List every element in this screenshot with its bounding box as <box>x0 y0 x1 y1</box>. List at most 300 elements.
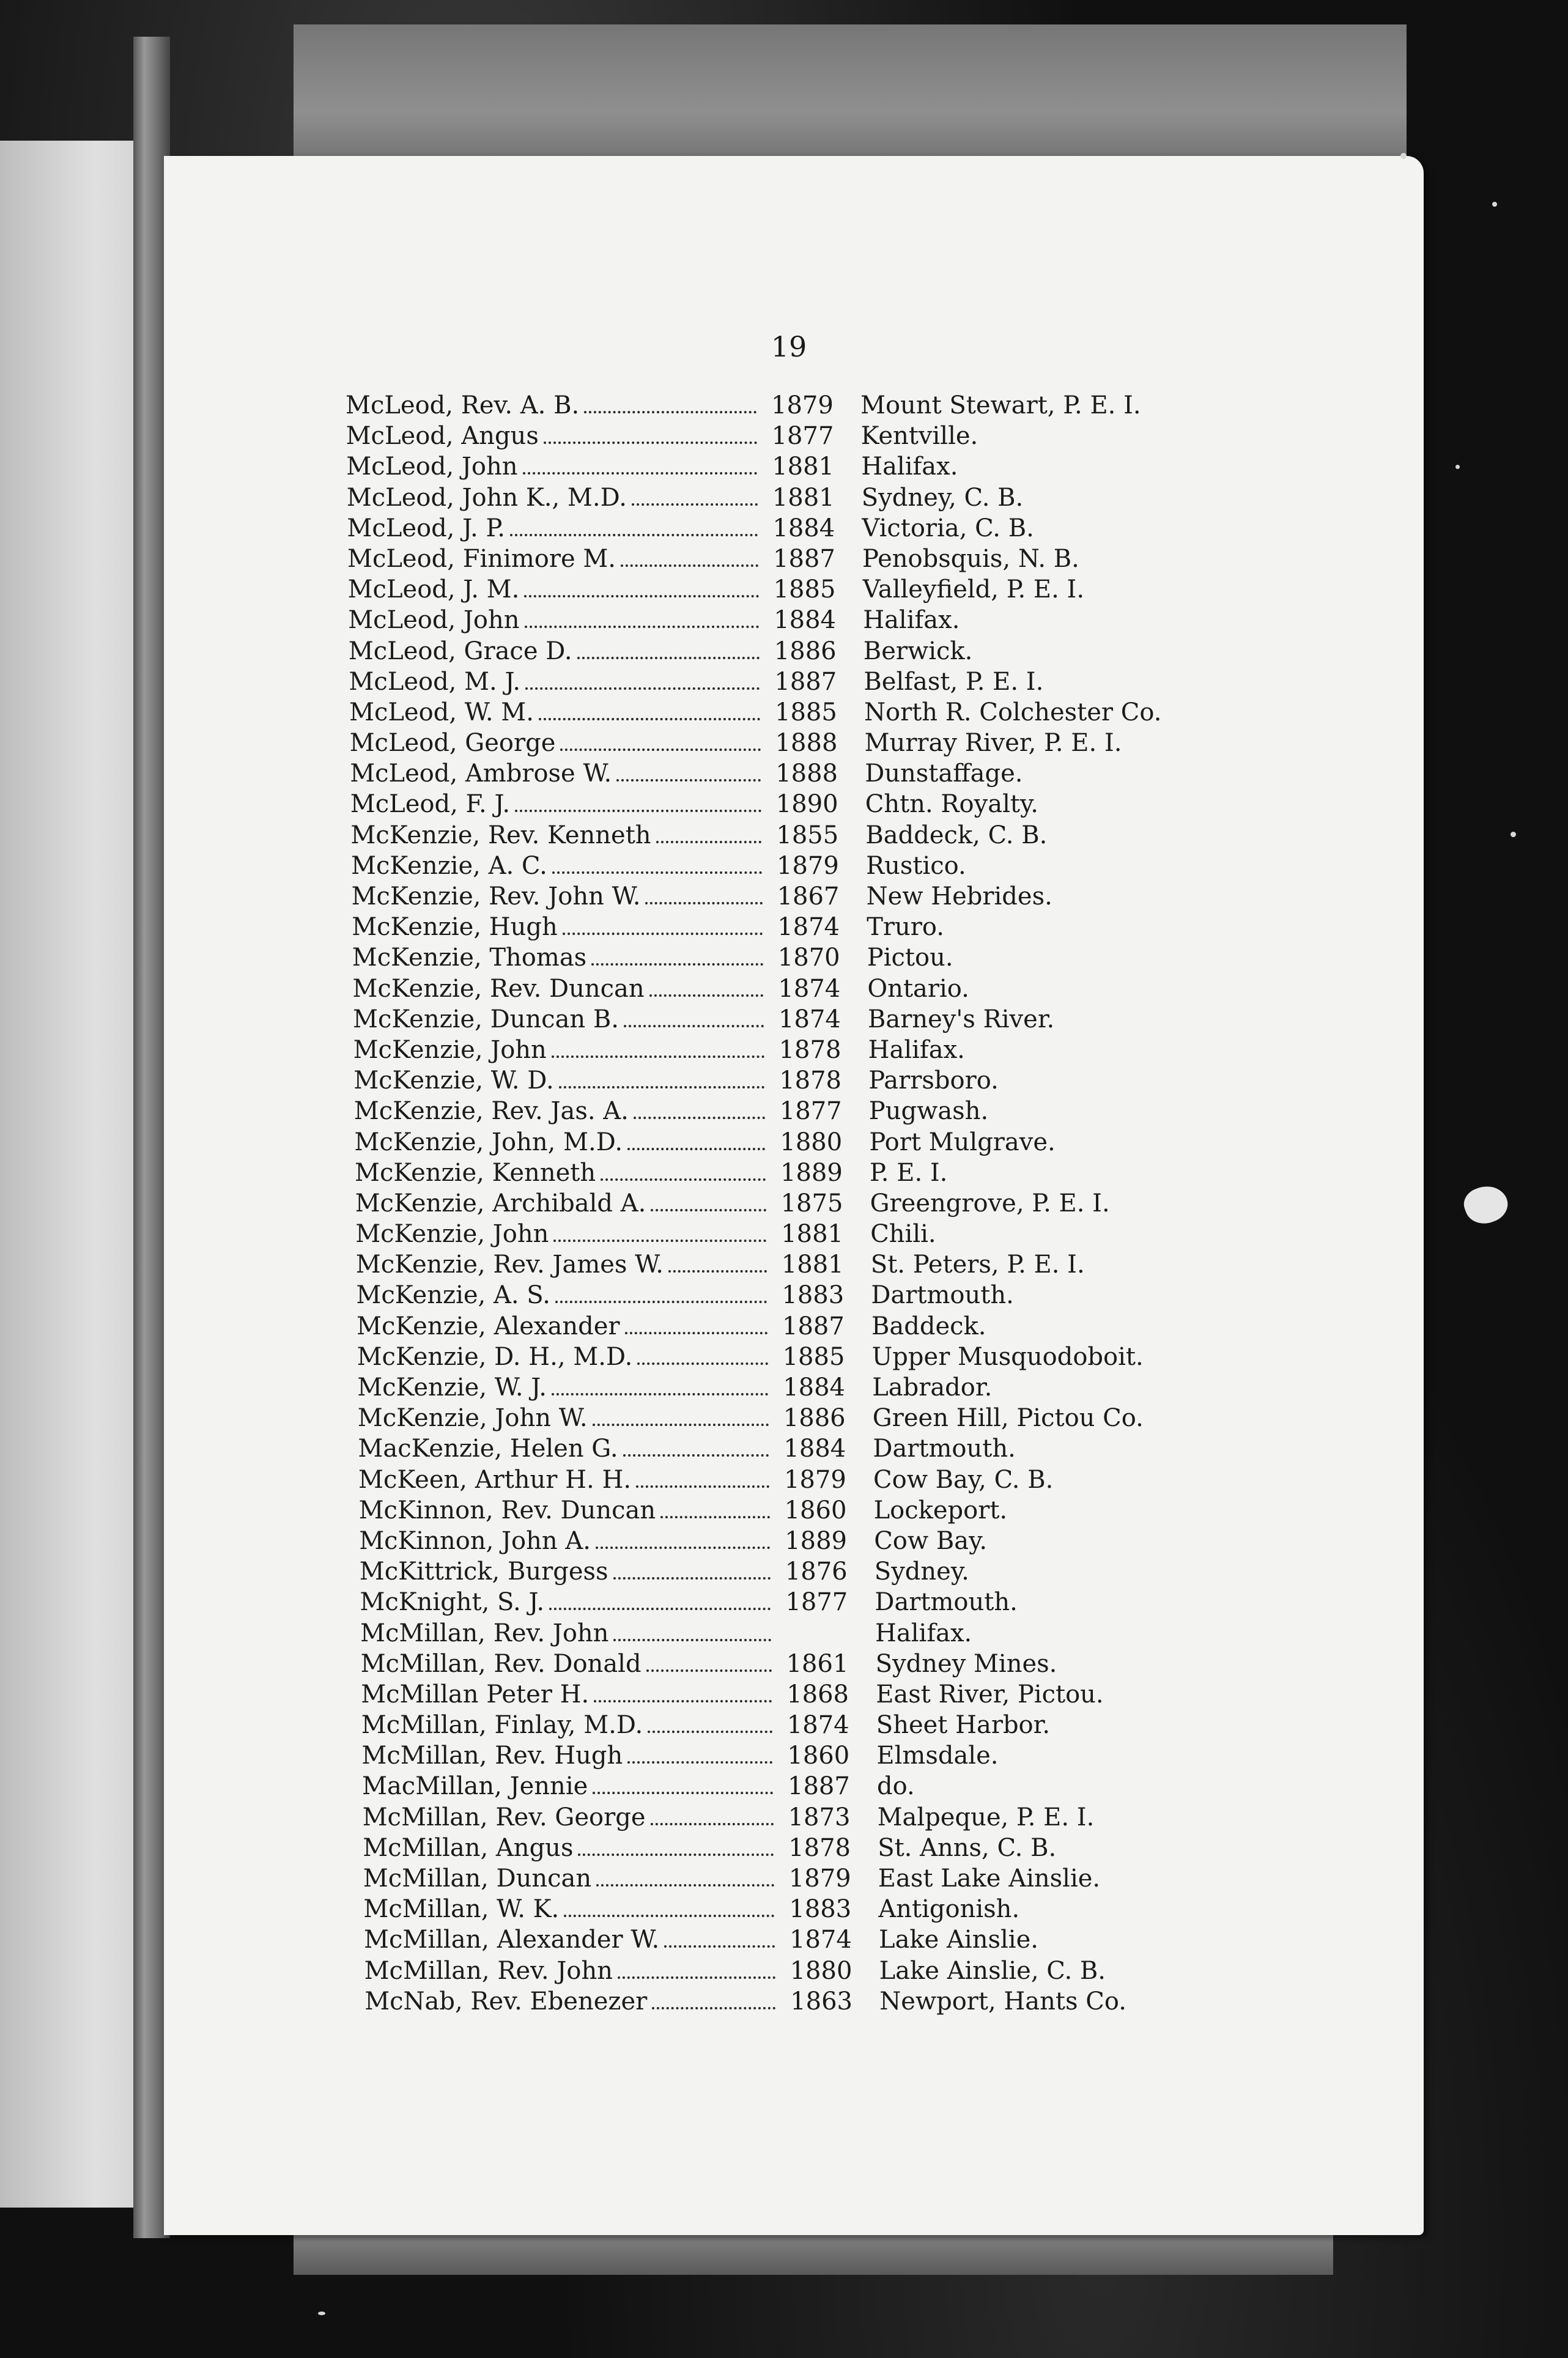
entry-name: McKenzie, A. C. <box>351 851 547 880</box>
dot-leader <box>525 687 760 690</box>
entry-name-cell <box>356 1280 778 1310</box>
entry-place: Halifax. <box>861 453 958 481</box>
entry-name: McKenzie, W. D. <box>353 1066 554 1095</box>
entry-name: McLeod, Finimore M. <box>347 544 616 573</box>
entry-name-cell <box>353 1065 775 1096</box>
list-item <box>346 1649 1226 1679</box>
list-item <box>346 1833 1226 1863</box>
dot-leader <box>524 595 758 597</box>
entry-place: Halifax. <box>875 1619 972 1647</box>
entry-name: McKenzie, John W. <box>357 1404 588 1433</box>
dust-speck <box>1455 465 1460 469</box>
list-item <box>346 1158 1226 1188</box>
entry-year: 1878 <box>778 1035 841 1064</box>
entry-year: 1876 <box>785 1558 848 1586</box>
entry-name: MacKenzie, Helen G. <box>358 1435 618 1463</box>
list-item <box>346 1433 1226 1464</box>
entry-place: Lake Ainslie, C. B. <box>879 1956 1106 1985</box>
entry-place: Elmsdale. <box>876 1742 999 1770</box>
list-item <box>346 1802 1226 1833</box>
entry-name: McKenzie, Archibald A. <box>355 1189 646 1218</box>
entry-name: McKenzie, Thomas <box>352 944 587 972</box>
entry-place: Pictou. <box>867 944 953 972</box>
entry-year: 1890 <box>775 790 838 819</box>
entry-place: St. Anns, C. B. <box>878 1833 1057 1862</box>
entry-name: McLeod, J. P. <box>347 514 505 542</box>
entry-name: McKenzie, John <box>355 1220 549 1249</box>
entry-name: McKenzie, Alexander <box>357 1312 620 1340</box>
entry-name-cell <box>347 513 769 544</box>
dot-leader <box>651 1823 774 1825</box>
entry-name-cell <box>358 1465 780 1495</box>
entry-place: Baddeck. <box>871 1312 986 1340</box>
entry-year: 1873 <box>788 1803 851 1831</box>
list-item <box>346 1127 1226 1158</box>
entry-year: 1870 <box>777 944 840 972</box>
entry-name-cell <box>349 667 771 697</box>
entry-place: Penobsquis, N. B. <box>862 544 1079 573</box>
entry-year: 1888 <box>775 729 838 758</box>
entry-name: McKenzie, John, M.D. <box>354 1128 623 1156</box>
entry-year: 1884 <box>783 1435 846 1463</box>
entry-name: McNab, Rev. Ebenezer <box>364 1987 648 2016</box>
entry-place: Chtn. Royalty. <box>865 790 1038 819</box>
dot-leader <box>525 626 760 628</box>
entry-name: McLeod, M. J. <box>349 667 521 696</box>
entry-place: Ontario. <box>867 974 969 1003</box>
entry-place: do. <box>877 1772 915 1801</box>
entry-name-cell <box>359 1495 781 1526</box>
entry-name-cell <box>364 1986 786 2017</box>
entry-place: Rustico. <box>866 851 966 880</box>
list-item <box>346 1956 1226 1986</box>
list-item <box>346 1986 1226 2017</box>
list-item <box>346 1863 1226 1894</box>
entry-name: McMillan, Rev. George <box>362 1803 646 1831</box>
dot-leader <box>625 1332 768 1334</box>
entry-place: P. E. I. <box>870 1158 948 1187</box>
entry-year: 1879 <box>777 851 839 880</box>
entry-place: Lake Ainslie. <box>879 1926 1038 1954</box>
entry-name-cell <box>353 1004 775 1035</box>
list-item <box>346 881 1226 912</box>
entry-year: 1879 <box>771 391 834 419</box>
entry-name: McKenzie, W. J. <box>357 1373 547 1402</box>
entry-name-cell <box>348 605 770 635</box>
entry-name-cell <box>352 974 774 1004</box>
entry-name: McKenzie, Rev. Jas. A. <box>353 1097 629 1126</box>
entry-year: 1874 <box>786 1711 849 1740</box>
entry-place: Murray River, P. E. I. <box>864 729 1122 758</box>
entry-place: Barney's River. <box>868 1005 1055 1033</box>
entry-place: East Lake Ainslie. <box>878 1865 1101 1893</box>
entry-year: 1877 <box>779 1097 842 1126</box>
dot-leader <box>648 1731 772 1733</box>
dot-leader <box>627 1148 765 1150</box>
entry-place: Labrador. <box>872 1373 993 1402</box>
entry-year: 1889 <box>780 1158 843 1187</box>
dot-leader <box>578 1854 774 1856</box>
entry-place: Kentville. <box>860 422 978 451</box>
list-item <box>346 1219 1226 1249</box>
entry-year: 1874 <box>790 1926 852 1954</box>
entry-name: McMillan, Angus <box>363 1833 574 1862</box>
entry-name-cell <box>348 574 770 605</box>
entry-place: Antigonish. <box>878 1895 1020 1924</box>
entry-year: 1878 <box>779 1066 841 1095</box>
entry-year: 1887 <box>773 544 835 573</box>
dot-leader <box>596 1547 770 1549</box>
entry-name: McKenzie, A. S. <box>356 1281 550 1310</box>
entry-name-cell <box>361 1649 783 1679</box>
dot-leader <box>651 1209 766 1211</box>
dot-leader <box>549 1608 771 1610</box>
entry-place: Baddeck, C. B. <box>865 821 1048 849</box>
dot-leader <box>616 779 761 782</box>
entry-name-cell <box>346 451 768 482</box>
entry-place: Truro. <box>867 913 944 942</box>
entry-place: Sydney, C. B. <box>861 483 1024 512</box>
entry-name: McMillan, Rev. John <box>360 1619 609 1647</box>
dot-leader <box>555 1301 767 1303</box>
entry-place: Victoria, C. B. <box>862 514 1034 542</box>
entry-name-cell <box>360 1618 782 1649</box>
entry-place: Belfast, P. E. I. <box>864 667 1044 696</box>
entry-name-cell <box>363 1802 785 1833</box>
entry-year: 1887 <box>774 667 837 696</box>
dot-leader <box>596 1884 774 1887</box>
entry-place: Pugwash. <box>868 1097 989 1126</box>
list-item <box>346 1188 1226 1219</box>
entry-name: McLeod, John K., M.D. <box>346 483 627 512</box>
list-item <box>346 1403 1226 1433</box>
dot-leader <box>584 411 756 413</box>
list-item <box>346 820 1226 851</box>
entry-name-cell <box>352 912 774 942</box>
entry-name: McKenzie, John <box>353 1035 547 1064</box>
entry-name-cell <box>352 881 774 912</box>
dot-leader <box>652 2007 775 2009</box>
list-item <box>346 574 1226 605</box>
entry-year: 1877 <box>771 422 834 451</box>
list-item <box>346 1618 1226 1649</box>
entry-name-cell <box>363 1833 785 1863</box>
dust-speck <box>318 2312 325 2315</box>
dot-leader <box>601 1178 766 1181</box>
entry-name: McKenzie, Rev. John W. <box>351 882 641 911</box>
dot-leader <box>613 1577 771 1580</box>
entry-name-cell <box>360 1556 782 1587</box>
entry-name: McMillan, Rev. Hugh <box>361 1742 623 1770</box>
page-number: 19 <box>771 330 807 363</box>
entry-name-cell <box>346 421 768 451</box>
entry-name: McLeod, George <box>349 729 556 758</box>
dot-leader <box>627 1761 772 1764</box>
entry-name-cell <box>359 1526 781 1556</box>
entry-name-cell <box>364 1924 786 1955</box>
entry-name-cell <box>363 1894 785 1924</box>
entry-place: Dartmouth. <box>875 1588 1018 1617</box>
list-item <box>346 1924 1226 1955</box>
list-item <box>346 667 1226 697</box>
entry-place: Dartmouth. <box>871 1281 1014 1310</box>
entry-name-cell <box>355 1219 777 1249</box>
entry-name-cell <box>358 1433 780 1464</box>
entry-year: 1881 <box>772 483 835 512</box>
dot-leader <box>623 1454 769 1457</box>
entry-name: McLeod, Ambrose W. <box>350 760 612 788</box>
dot-leader <box>552 1055 764 1058</box>
entry-name: McKenzie, Rev. James W. <box>355 1251 664 1279</box>
list-item <box>346 1004 1226 1035</box>
dot-leader <box>523 472 758 475</box>
list-item <box>346 1556 1226 1587</box>
list-item <box>346 1035 1226 1065</box>
entry-name: McKenzie, Hugh <box>352 913 558 942</box>
list-item <box>346 1065 1226 1096</box>
entry-name-cell <box>350 789 772 819</box>
entry-name: McKeen, Arthur H. H. <box>358 1465 632 1494</box>
list-item <box>346 513 1226 544</box>
list-item <box>346 1096 1226 1126</box>
dot-leader <box>621 564 758 567</box>
entry-year: 1886 <box>774 637 837 665</box>
entry-name-cell <box>360 1587 782 1617</box>
entry-year: 1861 <box>786 1649 849 1678</box>
entry-place: Dartmouth. <box>873 1435 1016 1463</box>
dot-leader <box>560 748 760 751</box>
entry-name-cell <box>349 697 771 728</box>
dot-leader <box>668 1270 767 1273</box>
entry-name: McLeod, J. M. <box>347 575 520 604</box>
dot-leader <box>564 1915 774 1917</box>
entry-name-cell <box>351 851 773 881</box>
entry-year: 1868 <box>786 1680 849 1709</box>
entry-place: Cow Bay, C. B. <box>873 1465 1054 1494</box>
dot-leader <box>664 1945 775 1948</box>
dot-leader <box>593 1424 769 1426</box>
entry-name: McMillan, Alexander W. <box>364 1926 660 1954</box>
entry-year: 1881 <box>781 1251 844 1279</box>
list-item <box>346 1526 1226 1556</box>
entry-name-cell <box>346 390 767 421</box>
entry-year: 1874 <box>778 974 841 1003</box>
dot-leader <box>594 1700 772 1702</box>
facing-page-edge-top <box>294 24 1407 171</box>
list-item <box>346 1740 1226 1771</box>
entry-name: McMillan, Rev. Donald <box>360 1649 642 1678</box>
dot-leader <box>559 1086 765 1088</box>
entry-name-cell <box>356 1249 778 1280</box>
entry-place: Valleyfield, P. E. I. <box>862 575 1085 604</box>
entry-name-cell <box>357 1342 779 1372</box>
list-item <box>346 1587 1226 1617</box>
dot-leader <box>637 1362 767 1365</box>
list-item <box>346 758 1226 789</box>
entry-place: Chili. <box>870 1220 936 1249</box>
entry-name-cell <box>354 1096 776 1126</box>
dot-leader <box>634 1117 765 1119</box>
list-item <box>346 1280 1226 1310</box>
dot-leader <box>552 871 762 874</box>
entry-place: Newport, Hants Co. <box>879 1987 1126 2016</box>
entry-name: McLeod, F. J. <box>350 790 511 819</box>
entry-name: McKinnon, John A. <box>359 1526 591 1555</box>
dot-leader <box>649 994 764 997</box>
entry-name: McKinnon, Rev. Duncan <box>358 1496 656 1525</box>
entry-year: 1863 <box>790 1987 852 2016</box>
list-item <box>346 1311 1226 1342</box>
list-item <box>346 636 1226 667</box>
entry-name: McKittrick, Burgess <box>359 1558 608 1586</box>
entry-name: McLeod, John <box>348 606 520 635</box>
entry-place: Port Mulgrave. <box>869 1128 1056 1156</box>
entry-name-cell <box>347 544 769 574</box>
entry-year: 1884 <box>774 606 836 635</box>
list-item <box>346 728 1226 758</box>
list-item <box>346 1342 1226 1372</box>
entry-place: Mount Stewart, P. E. I. <box>860 391 1141 419</box>
entry-name: McMillan, Duncan <box>363 1865 592 1893</box>
entry-name-cell <box>350 728 772 758</box>
entry-year: 1879 <box>788 1865 851 1893</box>
directory-list <box>346 390 1226 2017</box>
entry-place: Greengrove, P. E. I. <box>870 1189 1110 1218</box>
entry-name: McKenzie, Kenneth <box>355 1158 596 1187</box>
entry-place: Dunstaffage. <box>865 760 1023 788</box>
dot-leader <box>636 1485 769 1488</box>
entry-year: 1883 <box>789 1895 852 1924</box>
entry-name: McKenzie, Rev. Duncan <box>352 974 645 1003</box>
entry-year: 1860 <box>787 1742 850 1770</box>
entry-place: Green Hill, Pictou Co. <box>872 1404 1144 1433</box>
dot-leader <box>656 841 762 843</box>
entry-name-cell <box>349 636 771 667</box>
entry-name: McMillan, Rev. John <box>364 1956 613 1985</box>
dot-leader <box>553 1240 766 1242</box>
dot-leader <box>591 963 763 966</box>
entry-year: 1885 <box>782 1342 845 1371</box>
entry-place: Malpeque, P. E. I. <box>877 1803 1095 1831</box>
dot-leader <box>544 442 757 444</box>
entry-year: 1875 <box>780 1189 843 1218</box>
entry-year: 1879 <box>784 1465 846 1494</box>
entry-name-cell <box>355 1158 777 1188</box>
list-item <box>346 390 1226 421</box>
entry-name: McKenzie, D. H., M.D. <box>357 1342 633 1371</box>
list-item <box>346 1679 1226 1710</box>
entry-year: 1883 <box>782 1281 845 1310</box>
entry-name: McKenzie, Rev. Kenneth <box>350 821 651 849</box>
list-item <box>346 1710 1226 1740</box>
entry-name: McKnight, S. J. <box>360 1588 545 1617</box>
list-item <box>346 1249 1226 1280</box>
dot-leader <box>515 810 761 812</box>
entry-name: McMillan, Finlay, M.D. <box>361 1711 643 1740</box>
entry-place: North R. Colchester Co. <box>864 698 1162 726</box>
dot-leader <box>613 1639 771 1641</box>
entry-year: 1877 <box>785 1588 848 1617</box>
entry-year: 1889 <box>785 1526 847 1555</box>
dot-leader <box>563 933 763 935</box>
entry-year: 1881 <box>781 1220 843 1249</box>
entry-place: Upper Musquodoboit. <box>871 1342 1144 1371</box>
entry-year: 1888 <box>775 760 838 788</box>
entry-name-cell <box>361 1710 783 1740</box>
entry-place: Sheet Harbor. <box>876 1711 1051 1740</box>
entry-name-cell <box>353 1035 775 1065</box>
entry-name: McLeod, Grace D. <box>348 637 572 665</box>
entry-name-cell <box>355 1188 777 1219</box>
list-item <box>346 851 1226 881</box>
entry-name: McKenzie, Duncan B. <box>353 1005 619 1033</box>
entry-name: MacMillan, Jennie <box>362 1772 588 1801</box>
entry-place: East River, Pictou. <box>876 1680 1104 1709</box>
entry-name-cell <box>362 1771 784 1802</box>
entry-name-cell <box>361 1740 783 1771</box>
entry-place: Sydney Mines. <box>875 1649 1057 1678</box>
entry-year: 1874 <box>777 913 840 942</box>
entry-name-cell <box>350 758 772 789</box>
entry-year: 1860 <box>784 1496 847 1525</box>
entry-name-cell <box>358 1403 780 1433</box>
dot-leader <box>552 1393 768 1395</box>
entry-year: 1878 <box>788 1833 851 1862</box>
dust-speck <box>1400 153 1407 159</box>
dot-leader <box>577 657 760 659</box>
entry-year: 1884 <box>783 1373 845 1402</box>
list-item <box>346 421 1226 451</box>
entry-name: McMillan Peter H. <box>361 1680 590 1709</box>
list-item <box>346 482 1226 513</box>
entry-year: 1887 <box>788 1772 850 1801</box>
entry-name-cell <box>354 1127 776 1158</box>
entry-year: 1874 <box>778 1005 841 1033</box>
entry-name-cell <box>347 482 769 513</box>
list-item <box>346 697 1226 728</box>
entry-name: McLeod, John <box>346 453 518 481</box>
entry-place: Halifax. <box>863 606 960 635</box>
entry-name: McLeod, W. M. <box>349 698 534 726</box>
dot-leader <box>593 1792 773 1794</box>
entry-place: Sydney. <box>874 1558 969 1586</box>
list-item <box>346 1465 1226 1495</box>
list-item <box>346 544 1226 574</box>
list-item <box>346 974 1226 1004</box>
entry-name-cell <box>352 942 774 973</box>
entry-place: Cow Bay. <box>874 1526 988 1555</box>
entry-name-cell <box>357 1372 779 1403</box>
entry-year: 1885 <box>773 575 836 604</box>
dot-leader <box>645 902 762 904</box>
list-item <box>346 451 1226 482</box>
dot-leader <box>632 503 758 506</box>
dot-leader <box>510 534 758 536</box>
dot-leader <box>646 1669 772 1672</box>
dot-leader <box>618 1976 775 1979</box>
list-item <box>346 942 1226 973</box>
dot-leader <box>539 718 760 720</box>
entry-year: 1867 <box>777 882 840 911</box>
dot-leader <box>624 1025 764 1027</box>
entry-name-cell <box>361 1679 783 1710</box>
dot-leader <box>660 1516 769 1518</box>
entry-year: 1880 <box>780 1128 843 1156</box>
entry-name-cell <box>364 1956 786 1986</box>
entry-year: 1886 <box>783 1404 846 1433</box>
entry-name: McLeod, Angus <box>346 422 539 451</box>
entry-year: 1887 <box>782 1312 845 1340</box>
